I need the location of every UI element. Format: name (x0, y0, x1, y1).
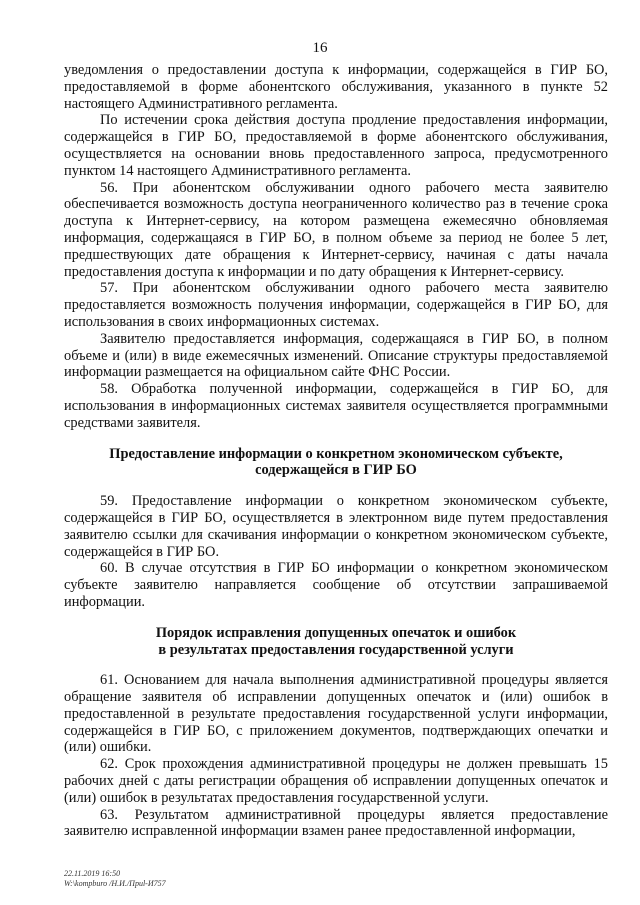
heading-line: содержащейся в ГИР БО (255, 462, 417, 479)
paragraph: По истечении срока действия доступа продление предоставления информации, содержащейся в ГИР БО, предоставляемой в форме абонентского обслуживания, осуществляется на основании вновь предоставленного запроса, предусмотренного пунктом 14 настоящего Административного регламента. (64, 112, 608, 179)
heading-line: в результатах предоставления государственной услуги (158, 641, 514, 658)
paragraph: 63. Результатом административной процедуры является предоставление заявителю исправленной информации взамен ранее предоставленной информации, (64, 806, 608, 840)
section-heading (64, 625, 608, 659)
paragraph: 62. Срок прохождения административной процедуры не должен превышать 15 рабочих дней с даты регистрации обращения об исправлении допущенных опечаток и (или) ошибок в результатах предоставления государственной услуги. (64, 756, 608, 806)
page-number: 16 (312, 40, 328, 56)
section-paragraphs-a (64, 62, 608, 432)
paragraph: Заявителю предоставляется информация, содержащаяся в ГИР БО, в полном объеме и (или) в виде ежемесячных изменений. Описание структуры предоставляемой информации размещается на официальном сайте ФНС России. (64, 330, 608, 381)
file-footer (64, 869, 166, 889)
heading-line: Предоставление информации о конкретном экономическом субъекте, (109, 445, 563, 462)
paragraph: 61. Основанием для начала выполнения административной процедуры является обращение заявителя об исправлении допущенных опечаток и (или) ошибок в предоставленной в результате предоставления государственной услуги информации, содержащейся в ГИР БО, с приложением документов, подтверждающих опечатки и (или) ошибки. (64, 672, 608, 756)
paragraph: 56. При абонентском обслуживании одного рабочего места заявителю обеспечивается возможность доступа неограниченного количество раз в течение срока доступа к Интернет-сервису, на котором размещена ежемесячно обновляемая информация, содержащаяся в ГИР БО, в полном объеме за период не более 5 лет, предшествующих дате обращения к Интернет-сервису, начиная с даты начала предоставления доступа к информации и по дату обращения к Интернет-сервису. (64, 179, 608, 280)
section-heading (64, 446, 608, 480)
document-body (64, 62, 608, 840)
footer-path: W:\kompburo /Н.И./Приl-И757 (64, 879, 166, 888)
paragraph: 60. В случае отсутствия в ГИР БО информации о конкретном экономическом субъекте заявителю направляется сообщение об отсутствии запрашиваемой информации. (64, 560, 608, 610)
paragraph: 58. Обработка полученной информации, содержащейся в ГИР БО, для использования в информационных системах заявителя осуществляется программными средствами заявителя. (64, 381, 608, 431)
paragraph: 59. Предоставление информации о конкретном экономическом субъекте, содержащейся в ГИР БО, осуществляется в электронном виде путем предоставления заявителю ссылки для скачивания информации о конкретном экономическом субъекте, содержащейся в ГИР БО. (64, 493, 608, 560)
heading-line: Порядок исправления допущенных опечаток и ошибок (155, 624, 517, 641)
section-paragraphs-c (64, 672, 608, 840)
paragraph: уведомления о предоставлении доступа к информации, содержащейся в ГИР БО, предоставляемой в форме абонентского обслуживания, указанного в пункте 52 настоящего Административного регламента. (64, 62, 608, 112)
paragraph: 57. При абонентском обслуживании одного рабочего места заявителю предоставляется возможность получения информации, содержащейся в ГИР БО, для использования в своих информационных системах. (64, 280, 608, 330)
footer-timestamp: 22.11.2019 16:50 (64, 869, 121, 878)
section-paragraphs-b (64, 493, 608, 611)
